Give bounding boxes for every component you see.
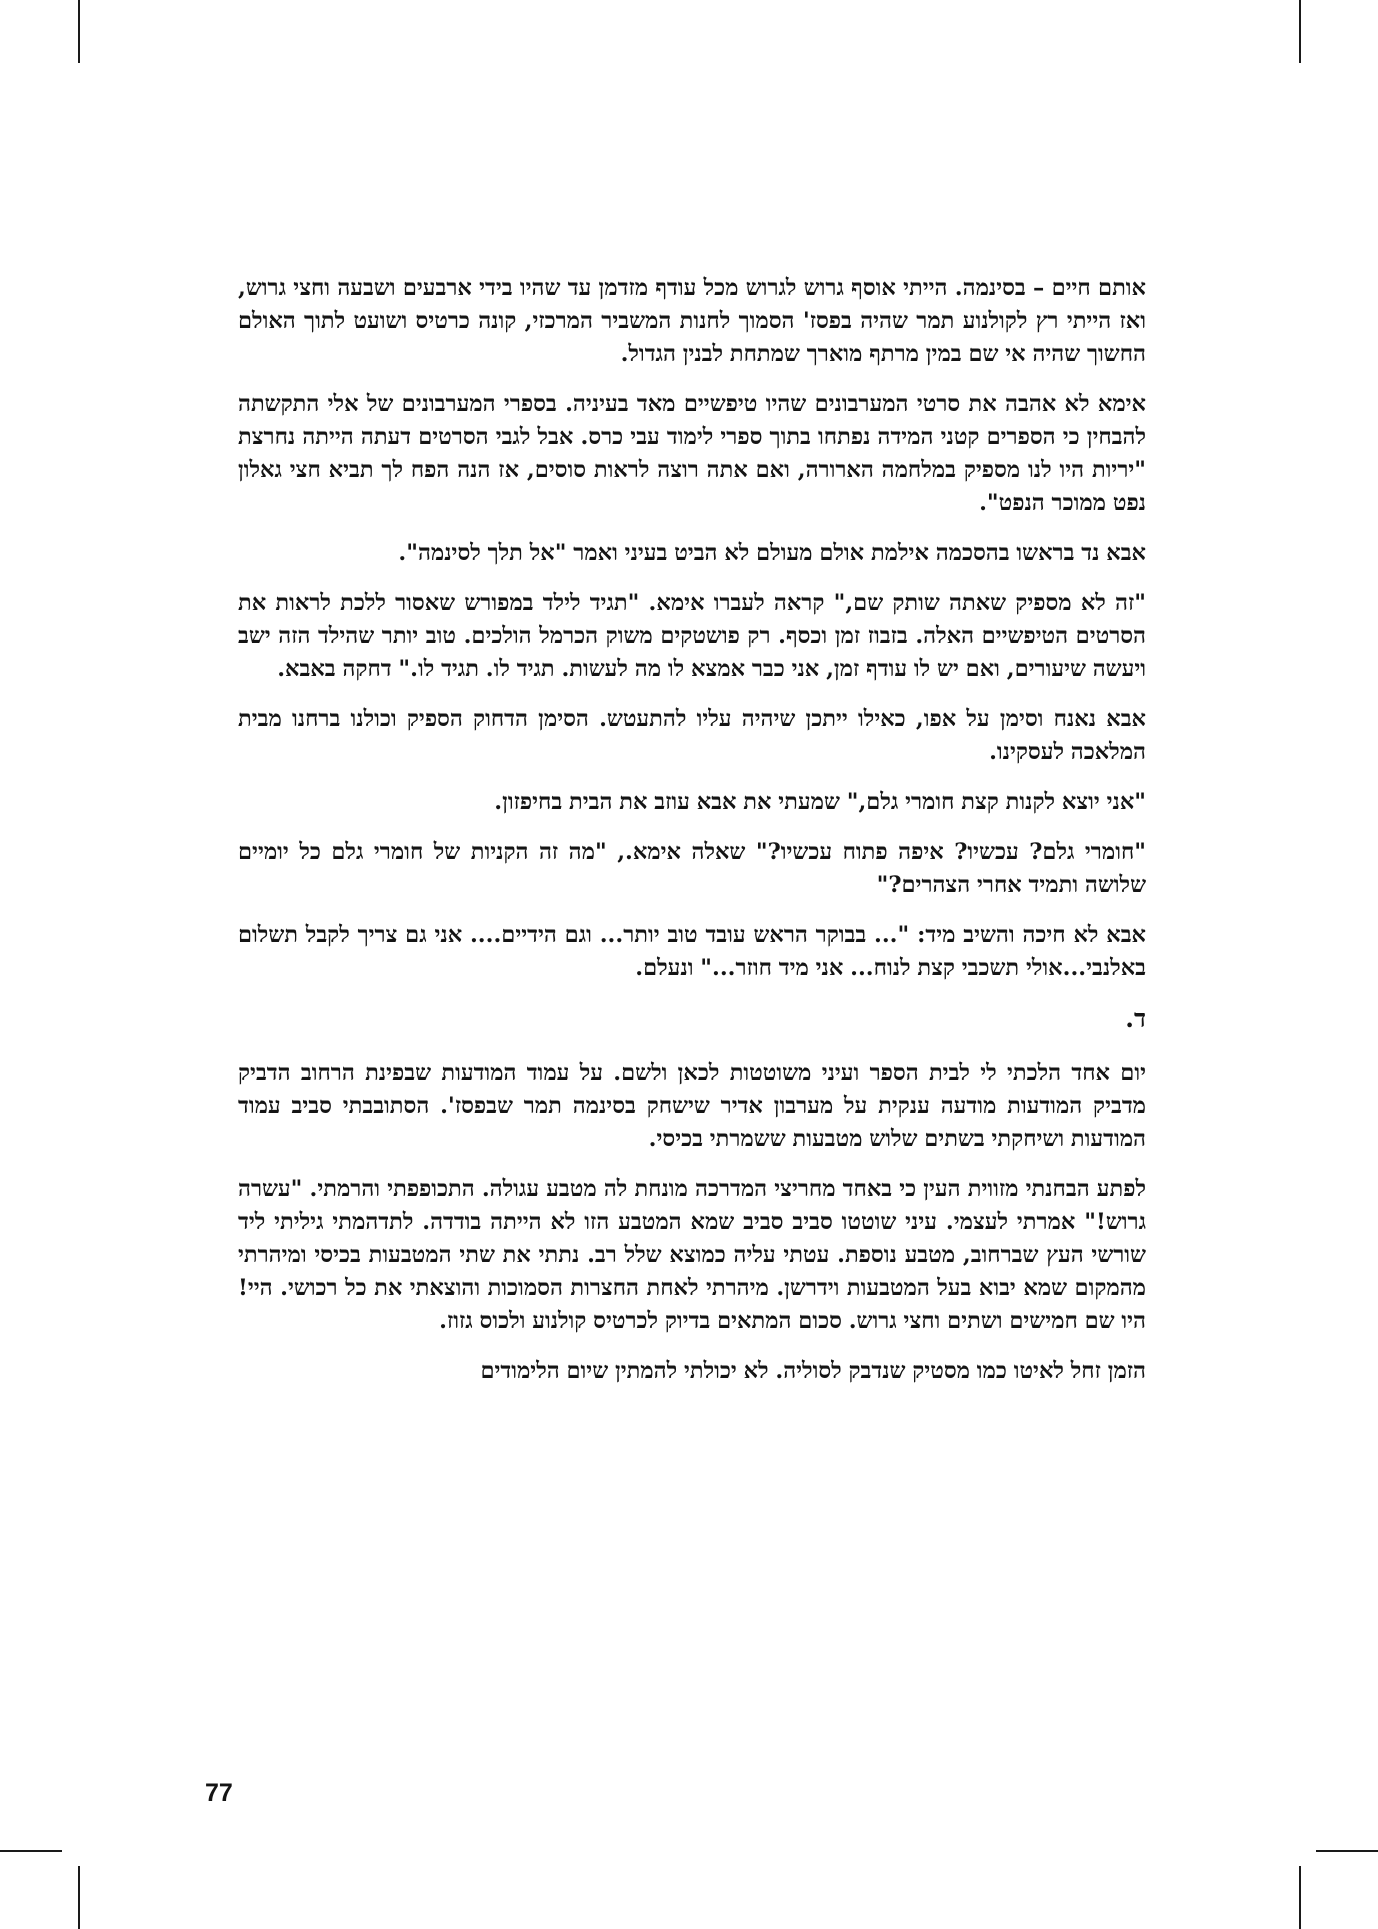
paragraph: יום אחד הלכתי לי לבית הספר ועיני משוטטות לכאן ולשם. על עמוד המודעות שבפינת הרחוב הדביק מדביק המודעות מודעה ענקית על מערבון אדיר שישחק בסינמה תמר שבפסז'. הסתובבתי סביב עמוד המודעות ושיחקתי בשתים שלוש מטבעות ששמרתי בכיסי. <box>238 1060 1146 1152</box>
paragraph: "זה לא מספיק שאתה שותק שם," קראה לעברו אימא. "תגיד לילד במפורש שאסור ללכת לראות את הסרטים הטיפשיים האלה. בזבוז זמן וכסף. רק פושטקים משוק הכרמל הולכים. טוב יותר שהילד הזה ישב ויעשה שיעורים, ואם יש לו עודף זמן, אני כבר אמצא לו מה לעשות. תגיד לו. תגיד לו." דחקה באבא. <box>238 590 1146 682</box>
paragraph: אותם חיים – בסינמה. הייתי אוסף גרוש לגרוש מכל עודף מזדמן עד שהיו בידי ארבעים ושבעה וחצי גרוש, ואז הייתי רץ לקולנוע תמר שהיה בפסז' הסמוך לחנות המשביר המרכזי, קונה כרטיס ושועט לתוך האולם החשוך שהיה אי שם במין מרתף מוארך שמתחת לבנין הגדול. <box>238 275 1146 367</box>
paragraph: אימא לא אהבה את סרטי המערבונים שהיו טיפשיים מאד בעיניה. בספרי המערבונים של אלי התקשתה להבחין כי הספרים קטני המידה נפתחו בתוך ספרי לימוד עבי כרס. אבל לגבי הסרטים דעתה הייתה נחרצת "יריות היו לנו מספיק במלחמה הארורה, ואם אתה רוצה לראות סוסים, אז הנה הפח לך תביא חצי גאלון נפט ממוכר הנפט". <box>238 391 1146 516</box>
crop-mark-top-left <box>78 0 80 63</box>
page-number: 77 <box>205 1779 233 1807</box>
crop-mark-bottom-right <box>1299 1866 1301 1929</box>
paragraph: אבא נד בראשו בהסכמה אילמת אולם מעולם לא הביט בעיני ואמר "אל תלך לסינמה". <box>398 540 1146 566</box>
section-heading: ד. <box>1125 1004 1146 1033</box>
paragraph: אבא נאנח וסימן על אפו, כאילו ייתכן שיהיה עליו להתעטש. הסימן הדחוק הספיק וכולנו ברחנו מבית המלאכה לעסקינו. <box>238 706 1146 765</box>
crop-mark-left-bottom <box>0 1850 62 1852</box>
paragraph: הזמן זחל לאיטו כמו מסטיק שנדבק לסוליה. לא יכולתי להמתין שיום הלימודים <box>480 1358 1146 1384</box>
body-text <box>238 272 1146 1405</box>
paragraph: "חומרי גלם? עכשיו? איפה פתוח עכשיו?" שאלה אימא., "מה זה הקניות של חומרי גלם כל יומיים שלושה ותמיד אחרי הצהרים?" <box>238 839 1146 898</box>
crop-mark-top-right <box>1299 0 1301 63</box>
paragraph: אבא לא חיכה והשיב מיד: "... בבוקר הראש עובד טוב יותר... וגם הידיים.... אני גם צריך לקבל תשלום באלנבי...אולי תשכבי קצת לנוח... אני מיד חוזר..." ונעלם. <box>238 922 1146 981</box>
paragraph: לפתע הבחנתי מזווית העין כי באחד מחריצי המדרכה מונחת לה מטבע עגולה. התכופפתי והרמתי. "עשרה גרוש!" אמרתי לעצמי. עיני שוטטו סביב סביב שמא המטבע הזו לא הייתה בודדה. לתדהמתי גיליתי ליד שורשי העץ שברחוב, מטבע נוספת. עטתי עליה כמוצא שלל רב. נתתי את שתי המטבעות בכיסי ומיהרתי מהמקום שמא יבוא בעל המטבעות וידרשן. מיהרתי לאחת החצרות הסמוכות והוצאתי את כל רכושי. היי! היו שם חמישים ושתים וחצי גרוש. סכום המתאים בדיוק לכרטיס קולנוע ולכוס גזוז. <box>238 1176 1146 1334</box>
crop-mark-right-bottom <box>1316 1850 1378 1852</box>
crop-mark-bottom-left <box>78 1866 80 1929</box>
paragraph: "אני יוצא לקנות קצת חומרי גלם," שמעתי את אבא עוזב את הבית בחיפזון. <box>494 789 1146 815</box>
